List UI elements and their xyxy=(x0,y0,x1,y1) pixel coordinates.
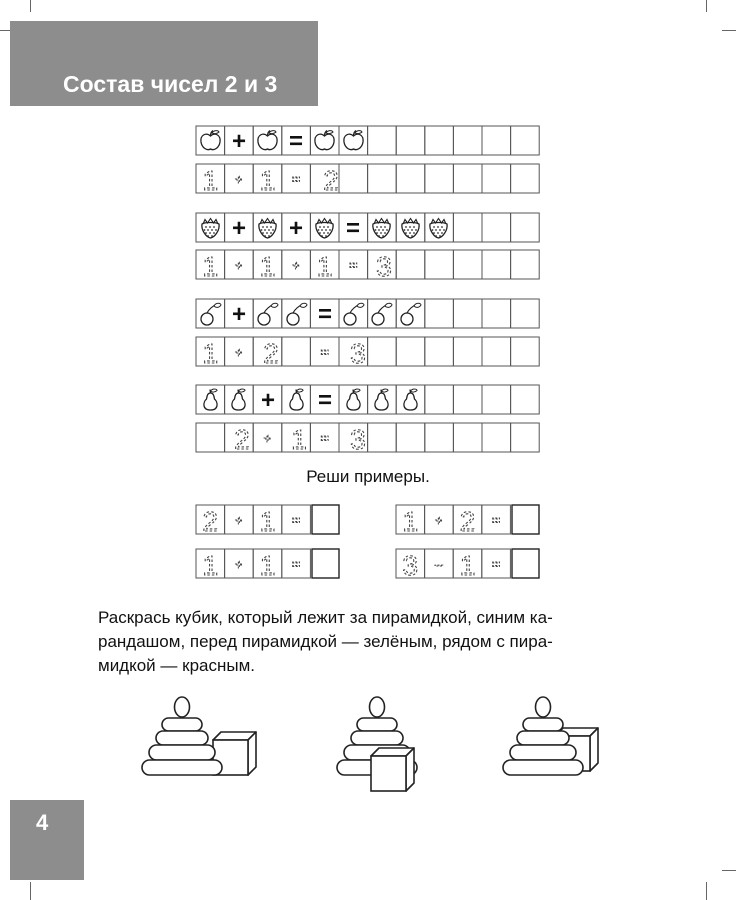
picture-row-pears xyxy=(196,385,540,415)
answer-box[interactable] xyxy=(312,505,339,534)
traced-digit: 1 xyxy=(202,338,219,369)
equals-sign: = xyxy=(317,387,333,414)
grid xyxy=(196,385,539,414)
answer-box[interactable] xyxy=(512,549,539,578)
traced-digit: 1 xyxy=(259,506,276,537)
page-number-box xyxy=(10,800,84,880)
crop-mark xyxy=(30,882,31,900)
pear-icon xyxy=(404,389,417,410)
traced-digit: 2 xyxy=(459,506,476,537)
plus-sign: + xyxy=(231,128,247,155)
instruction: Реши примеры. xyxy=(306,467,430,486)
traced-plus: + xyxy=(263,430,272,446)
strawberry-icon xyxy=(402,219,419,239)
cherry-icon xyxy=(344,303,364,325)
answer-box[interactable] xyxy=(312,549,339,578)
traced-equals: = xyxy=(292,171,301,187)
traced-operator: + xyxy=(234,556,243,572)
strawberry-icon xyxy=(430,219,447,239)
traced-equals: = xyxy=(349,257,358,273)
traced-digit: 2 xyxy=(202,506,219,537)
traced-digit: 1 xyxy=(459,550,476,581)
apple-icon xyxy=(344,131,363,150)
cherry-icon xyxy=(287,303,307,325)
task-line: мидкой — красным. xyxy=(98,656,255,675)
pear-icon xyxy=(347,389,360,410)
traced-digit: 1 xyxy=(202,550,219,581)
grid xyxy=(196,213,539,242)
figure-cube-in-front-of-pyramid[interactable] xyxy=(325,688,465,798)
number-row-2 xyxy=(196,250,540,280)
apple-icon xyxy=(258,131,277,150)
traced-equals: = xyxy=(320,430,329,446)
chapter-header xyxy=(10,21,318,106)
strawberry-icon xyxy=(202,219,219,239)
number-row-3 xyxy=(196,337,540,367)
pear-icon xyxy=(375,389,388,410)
task-line: Раскрась кубик, который лежит за пирамидкой, синим ка- xyxy=(98,608,553,627)
crop-mark xyxy=(706,882,707,900)
cube-icon[interactable] xyxy=(371,748,414,791)
cherry-icon xyxy=(258,303,278,325)
example-4 xyxy=(396,548,542,580)
traced-digit: 1 xyxy=(259,165,276,196)
crop-mark xyxy=(722,30,736,31)
traced-digit: 2 xyxy=(323,165,339,196)
apple-icon xyxy=(315,131,334,150)
pear-icon xyxy=(204,389,217,410)
grid xyxy=(196,299,539,328)
traced-plus: + xyxy=(234,257,243,273)
pear-icon xyxy=(290,389,303,410)
strawberry-icon xyxy=(316,219,333,239)
traced-equals: = xyxy=(492,512,501,528)
grid xyxy=(196,164,539,193)
example-3 xyxy=(196,548,342,580)
traced-plus: + xyxy=(292,257,301,273)
strawberry-icon xyxy=(259,219,276,239)
traced-digit: 1 xyxy=(316,251,333,282)
traced-operator: – xyxy=(435,556,443,572)
number-row-4 xyxy=(196,423,540,453)
grid xyxy=(196,126,539,155)
traced-equals: = xyxy=(292,512,301,528)
equals-sign: = xyxy=(288,128,304,155)
traced-digit: 1 xyxy=(202,251,219,282)
traced-equals: = xyxy=(292,556,301,572)
plus-sign: + xyxy=(260,387,276,414)
traced-plus: + xyxy=(234,171,243,187)
traced-digit: 3 xyxy=(376,251,392,282)
cherry-icon xyxy=(201,303,221,325)
figure-cube-next-to-pyramid[interactable] xyxy=(500,688,640,788)
traced-digit: 3 xyxy=(350,338,366,369)
equals-sign: = xyxy=(317,301,333,328)
traced-digit: 2 xyxy=(263,338,279,369)
traced-digit: 1 xyxy=(259,251,276,282)
traced-operator: + xyxy=(434,512,443,528)
pear-icon xyxy=(232,389,245,410)
strawberry-icon xyxy=(373,219,390,239)
picture-row-cherries xyxy=(196,299,540,329)
traced-digit: 1 xyxy=(259,550,276,581)
grid xyxy=(196,250,539,279)
traced-digit: 3 xyxy=(402,550,419,581)
cherry-icon xyxy=(401,303,421,325)
traced-digit: 2 xyxy=(234,424,250,455)
example-1 xyxy=(196,504,342,536)
pyramid-icon xyxy=(142,697,222,775)
task-line: рандашом, перед пирамидкой — зелёным, рядом с пира- xyxy=(98,632,553,651)
apple-icon xyxy=(201,131,220,150)
crop-mark xyxy=(30,0,31,12)
answer-box[interactable] xyxy=(512,505,539,534)
crop-mark xyxy=(706,0,707,12)
traced-digit: 1 xyxy=(202,165,219,196)
traced-digit: 1 xyxy=(402,506,419,537)
figure-cube-behind-pyramid[interactable] xyxy=(130,688,270,788)
example-2 xyxy=(396,504,542,536)
page-title: Состав чисел 2 и 3 xyxy=(63,71,278,97)
equals-sign: = xyxy=(345,215,361,242)
page-number: 4 xyxy=(36,810,49,835)
traced-plus: + xyxy=(234,344,243,360)
traced-equals: = xyxy=(492,556,501,572)
traced-digit: 3 xyxy=(350,424,366,455)
plus-sign: + xyxy=(231,301,247,328)
plus-sign: + xyxy=(288,215,304,242)
traced-digit: 1 xyxy=(291,424,307,455)
plus-sign: + xyxy=(231,215,247,242)
crop-mark xyxy=(722,870,736,871)
traced-equals: = xyxy=(320,344,329,360)
coloring-task xyxy=(98,606,653,678)
picture-row-apples xyxy=(196,126,540,156)
number-row-1 xyxy=(196,164,540,194)
traced-operator: + xyxy=(234,512,243,528)
picture-row-strawberries xyxy=(196,213,540,243)
cherry-icon xyxy=(372,303,392,325)
grid xyxy=(196,337,539,366)
